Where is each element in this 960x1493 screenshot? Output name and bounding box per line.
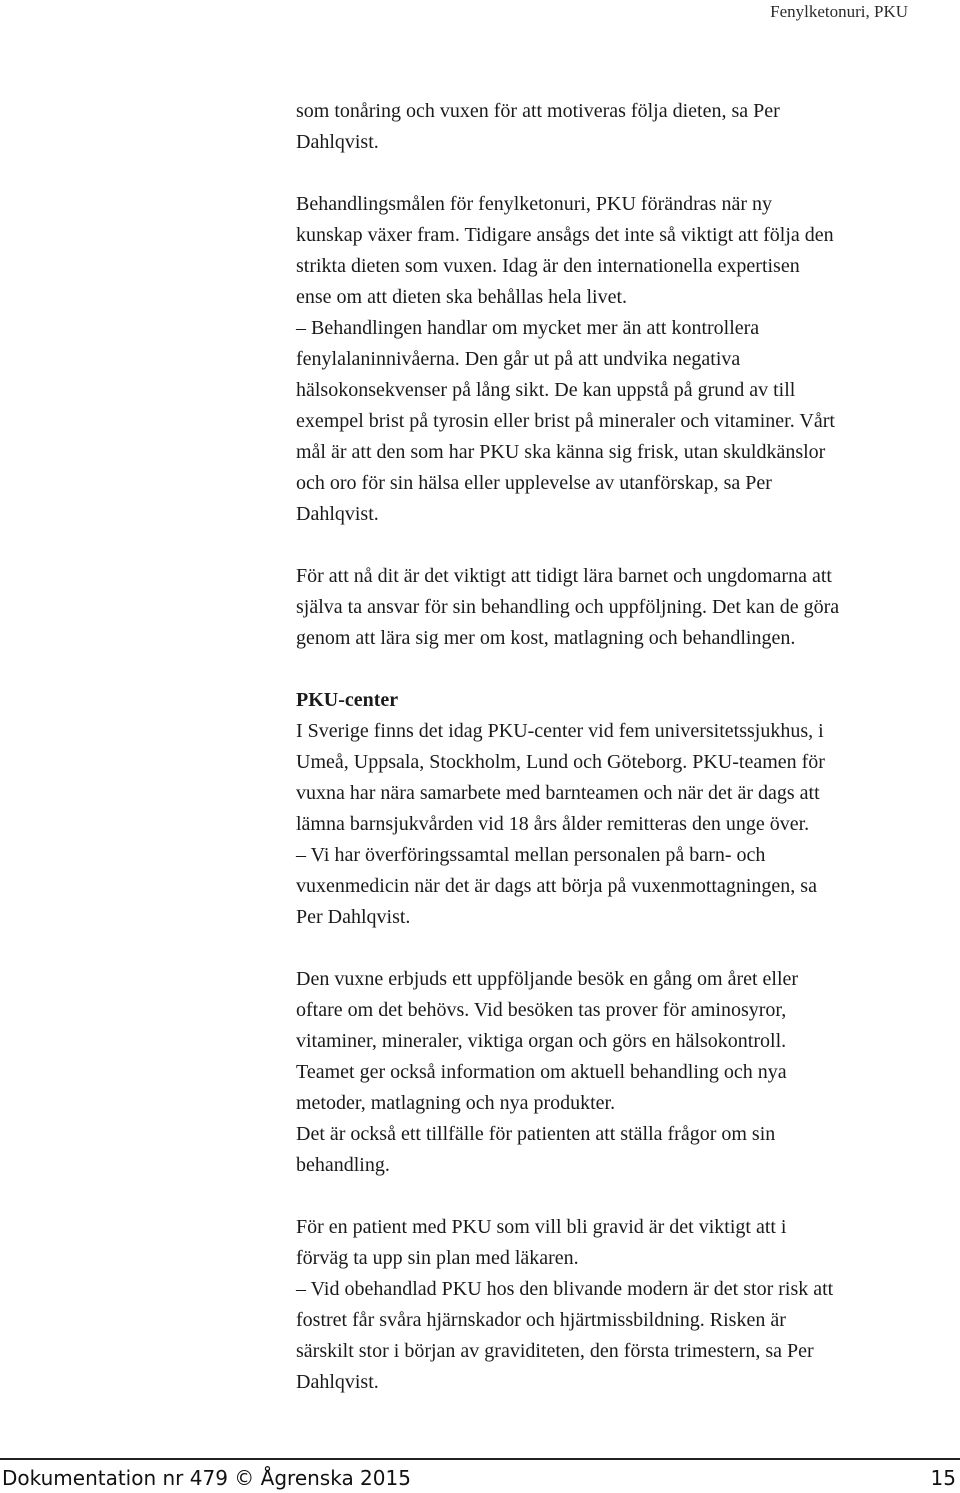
text-line: behandling. xyxy=(296,1154,390,1176)
text-line: Det är också ett tillfälle för patienten att ställa frågor om sin xyxy=(296,1123,776,1145)
text-line: För en patient med PKU som vill bli gravid är det viktigt att i xyxy=(296,1216,787,1238)
text-line: hälsokonsekvenser på lång sikt. De kan uppstå på grund av till xyxy=(296,379,796,401)
text-line: ense om att dieten ska behållas hela livet. xyxy=(296,286,627,308)
text-line: kunskap växer fram. Tidigare ansågs det inte så viktigt att följa den xyxy=(296,224,834,246)
footer-document-info: Dokumentation nr 479 © Ågrenska 2015 xyxy=(2,1466,411,1490)
text-line: metoder, matlagning och nya produkter. xyxy=(296,1092,616,1114)
text-line: I Sverige finns det idag PKU-center vid fem universitetssjukhus, i xyxy=(296,720,824,742)
text-line: som tonåring och vuxen för att motiveras följa dieten, sa Per xyxy=(296,100,780,122)
text-line: För att nå dit är det viktigt att tidigt lära barnet och ungdomarna att xyxy=(296,565,832,587)
footer-divider xyxy=(0,1458,960,1460)
text-line: Behandlingsmålen för fenylketonuri, PKU förändras när ny xyxy=(296,193,772,215)
text-line: vuxenmedicin när det är dags att börja på vuxenmottagningen, sa xyxy=(296,875,817,897)
text-line: och oro för sin hälsa eller upplevelse av utanförskap, sa Per xyxy=(296,472,772,494)
text-line: själva ta ansvar för sin behandling och uppföljning. Det kan de göra xyxy=(296,596,840,618)
paragraph-pku-center xyxy=(296,685,946,933)
page-number: 15 xyxy=(930,1466,956,1490)
paragraph-intro-continuation xyxy=(296,96,946,158)
text-line: fenylalaninnivåerna. Den går ut på att undvika negativa xyxy=(296,348,741,370)
text-line: förväg ta upp sin plan med läkaren. xyxy=(296,1247,579,1269)
paragraph-responsibility xyxy=(296,561,946,654)
text-line: exempel brist på tyrosin eller brist på mineraler och vitaminer. Vårt xyxy=(296,410,835,432)
text-line: oftare om det behövs. Vid besöken tas prover för aminosyror, xyxy=(296,999,787,1021)
text-line: Dahlqvist. xyxy=(296,131,379,153)
section-heading: PKU-center xyxy=(296,689,399,711)
text-line: Umeå, Uppsala, Stockholm, Lund och Göteborg. PKU-teamen för xyxy=(296,751,825,773)
text-line: strikta dieten som vuxen. Idag är den internationella expertisen xyxy=(296,255,800,277)
text-line: Den vuxne erbjuds ett uppföljande besök en gång om året eller xyxy=(296,968,799,990)
text-line: Dahlqvist. xyxy=(296,1371,379,1393)
running-header: Fenylketonuri, PKU xyxy=(770,2,908,21)
text-line: vuxna har nära samarbete med barnteamen och när det är dags att xyxy=(296,782,820,804)
text-line: fostret får svåra hjärnskador och hjärtmissbildning. Risken är xyxy=(296,1309,786,1331)
paragraph-pregnancy xyxy=(296,1212,946,1398)
text-line: vitaminer, mineraler, viktiga organ och görs en hälsokontroll. xyxy=(296,1030,787,1052)
text-line: – Behandlingen handlar om mycket mer än att kontrollera xyxy=(296,317,760,339)
text-line: Per Dahlqvist. xyxy=(296,906,411,928)
paragraph-follow-up xyxy=(296,964,946,1181)
text-line: genom att lära sig mer om kost, matlagning och behandlingen. xyxy=(296,627,796,649)
page-footer xyxy=(0,1462,960,1493)
paragraph-treatment-goals xyxy=(296,189,946,530)
text-line: mål är att den som har PKU ska känna sig frisk, utan skuldkänslor xyxy=(296,441,826,463)
text-line: – Vid obehandlad PKU hos den blivande modern är det stor risk att xyxy=(296,1278,834,1300)
text-line: lämna barnsjukvården vid 18 års ålder remitteras den unge över. xyxy=(296,813,810,835)
text-line: särskilt stor i början av graviditeten, den första trimestern, sa Per xyxy=(296,1340,814,1362)
text-line: – Vi har överföringssamtal mellan personalen på barn- och xyxy=(296,844,766,866)
text-line: Dahlqvist. xyxy=(296,503,379,525)
article-body xyxy=(296,96,946,1429)
text-line: Teamet ger också information om aktuell behandling och nya xyxy=(296,1061,787,1083)
